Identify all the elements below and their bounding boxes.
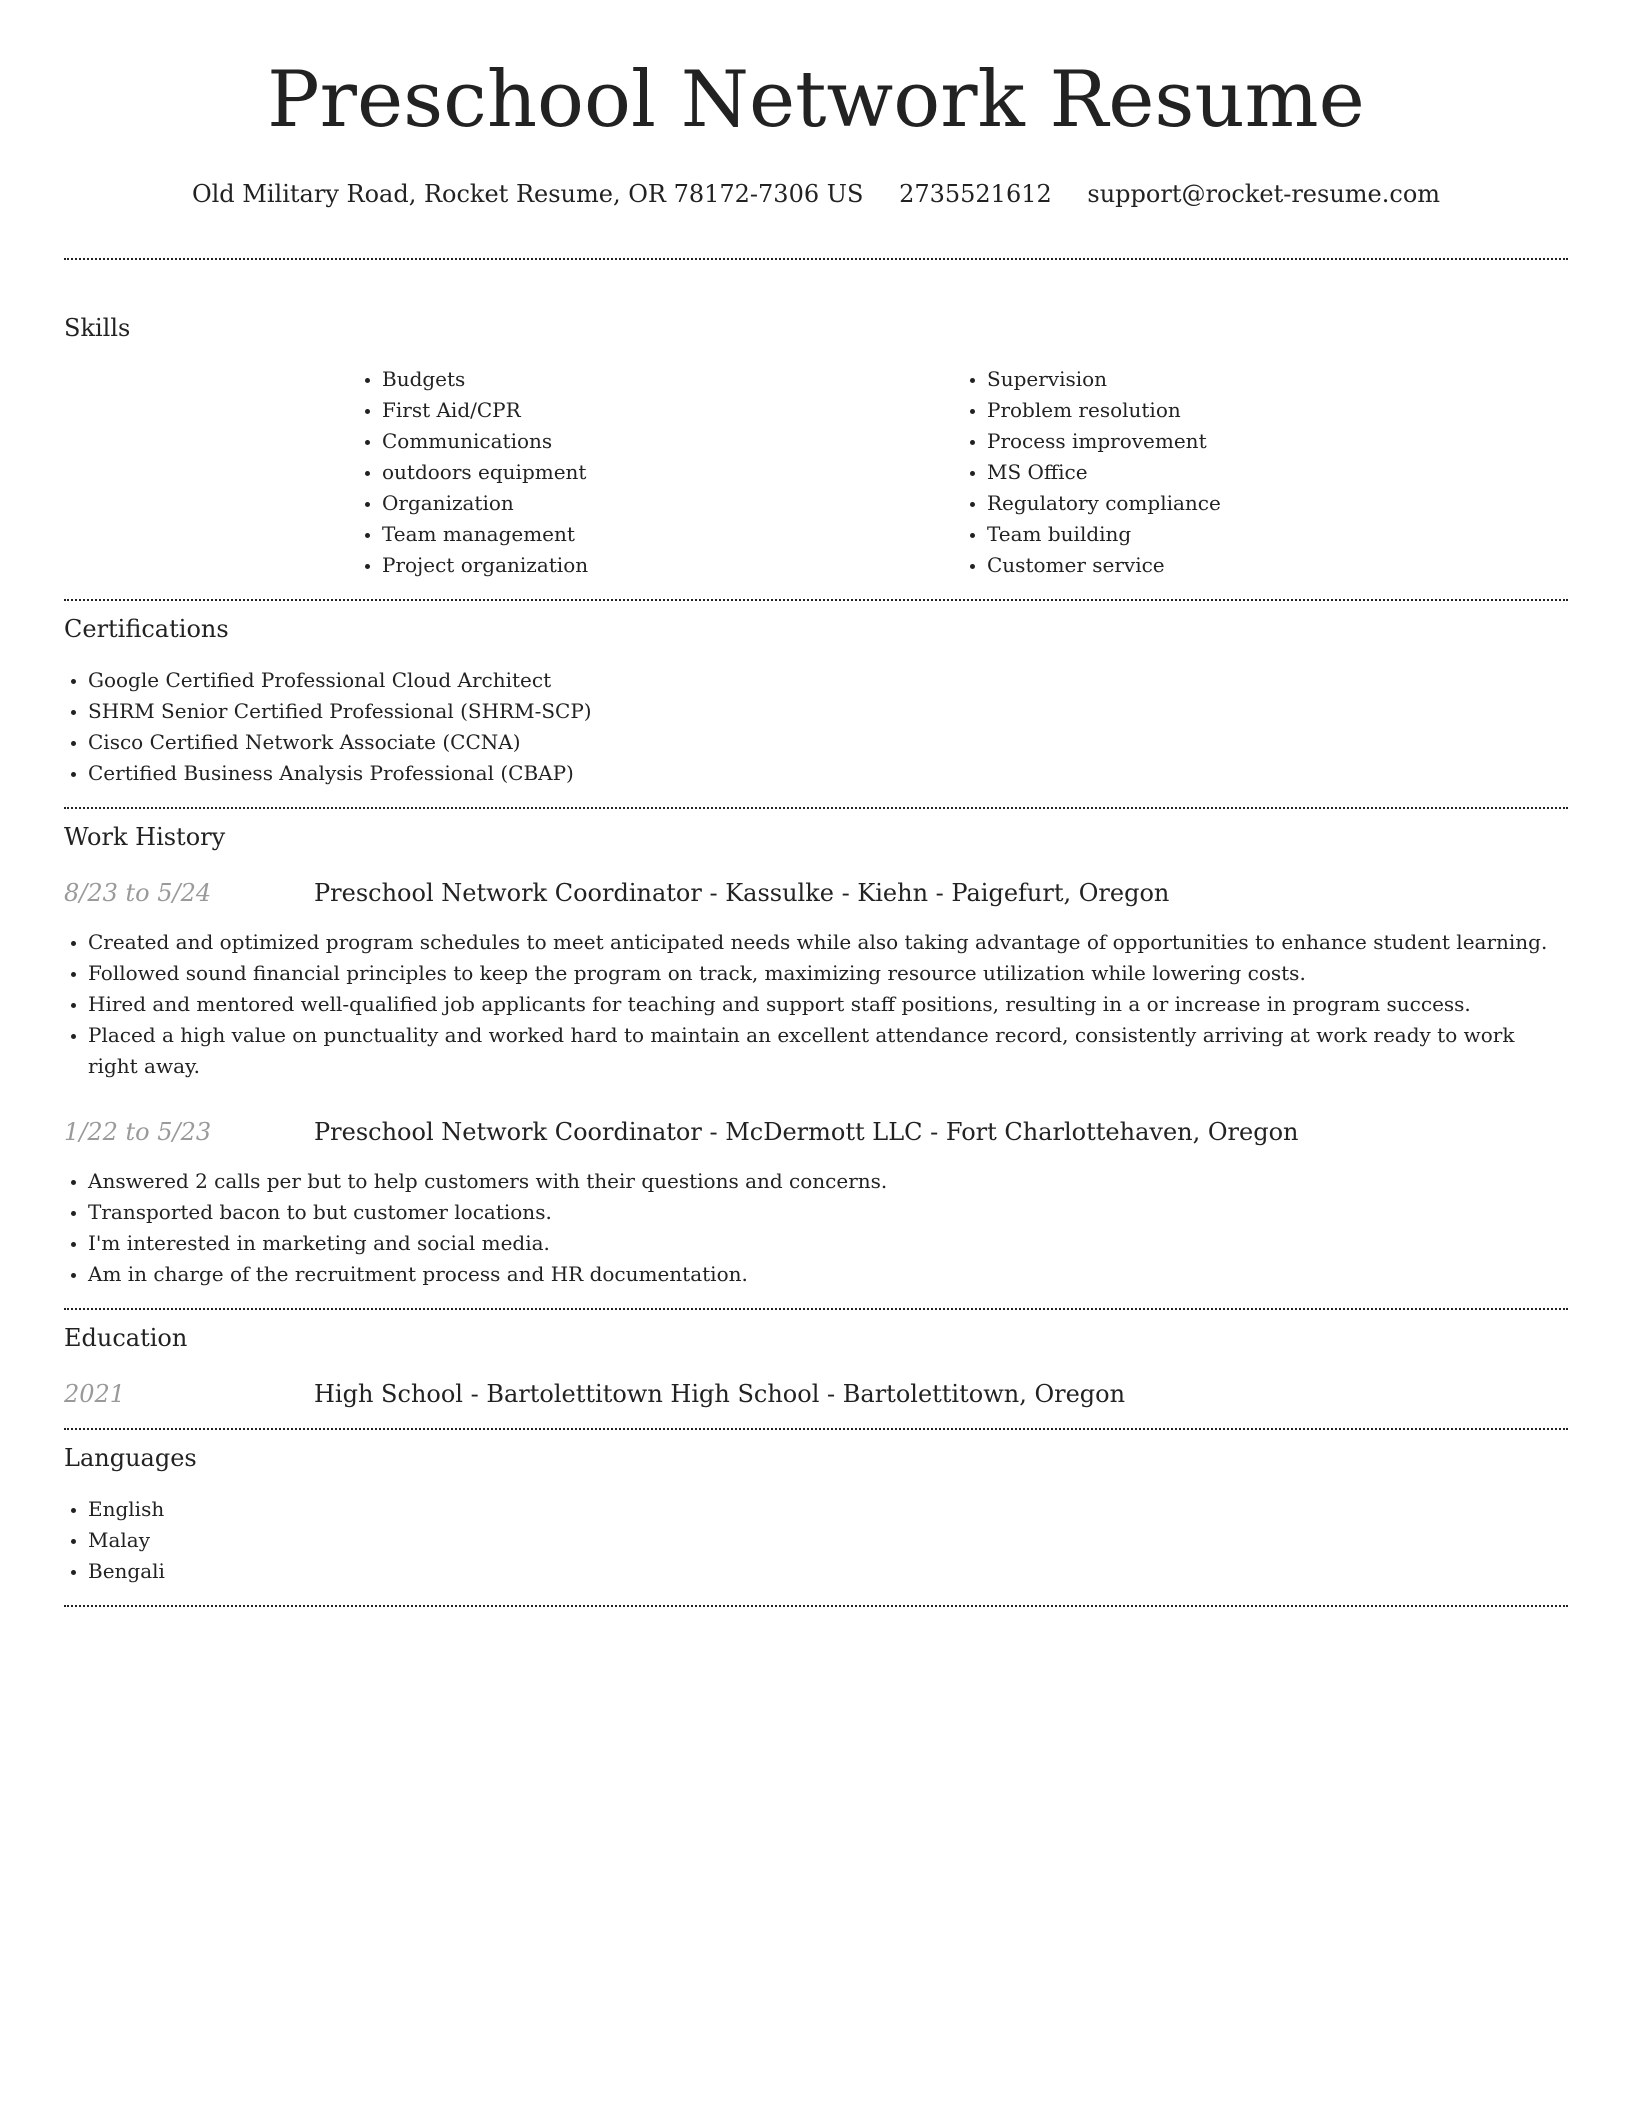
- skills-columns: [358, 364, 1568, 581]
- skill-item: • Process improvement: [987, 426, 1568, 457]
- job-bullet: • Am in charge of the recruitment process and HR documentation.: [88, 1259, 1568, 1290]
- language-item: • English: [88, 1494, 1568, 1525]
- certification-item: • Certified Business Analysis Professional (CBAP): [88, 758, 1568, 789]
- job-entry: [64, 877, 1568, 909]
- job-entry: [64, 1116, 1568, 1148]
- education-section: [64, 1310, 1568, 1410]
- job-heading: Preschool Network Coordinator - McDermott LLC - Fort Charlottehaven, Oregon: [314, 1118, 1299, 1146]
- work-history-section: [64, 809, 1568, 1290]
- languages-section: [64, 1430, 1568, 1587]
- section-title-certifications: Certifications: [64, 615, 229, 643]
- divider: [64, 1605, 1568, 1607]
- skills-list-left: [358, 364, 963, 581]
- skill-item: • Team building: [987, 519, 1568, 550]
- skill-item: • Project organization: [382, 550, 963, 581]
- skill-item: • outdoors equipment: [382, 457, 963, 488]
- education-date: 2021: [64, 1380, 126, 1408]
- section-title-work-history: Work History: [64, 823, 226, 851]
- email: support@rocket-resume.com: [1087, 180, 1441, 208]
- education-entry: [64, 1378, 1568, 1410]
- language-item: • Malay: [88, 1525, 1568, 1556]
- job-heading: Preschool Network Coordinator - Kassulke - Kiehn - Paigefurt, Oregon: [314, 879, 1170, 907]
- job-dates: 1/22 to 5/23: [64, 1118, 212, 1146]
- certification-item: • SHRM Senior Certified Professional (SHRM-SCP): [88, 696, 1568, 727]
- resume-page: [64, 0, 1568, 1607]
- skill-item: • Budgets: [382, 364, 963, 395]
- skill-item: • Organization: [382, 488, 963, 519]
- job-bullet: • Hired and mentored well-qualified job applicants for teaching and support staff positions, resulting in a or increase in program success.: [88, 989, 1568, 1020]
- job-bullets: [64, 1166, 1568, 1290]
- section-title-skills: Skills: [64, 314, 131, 342]
- certification-item: • Cisco Certified Network Associate (CCNA): [88, 727, 1568, 758]
- job-bullet: • Transported bacon to but customer locations.: [88, 1197, 1568, 1228]
- contact-line: [64, 178, 1568, 210]
- job-bullet: • Placed a high value on punctuality and worked hard to maintain an excellent attendance record, consistently arriving at work ready to work right away.: [88, 1020, 1568, 1082]
- skill-item: • Communications: [382, 426, 963, 457]
- job-bullet: • I'm interested in marketing and social media.: [88, 1228, 1568, 1259]
- language-item: • Bengali: [88, 1556, 1568, 1587]
- education-heading: High School - Bartolettitown High School - Bartolettitown, Oregon: [314, 1380, 1126, 1408]
- job-dates: 8/23 to 5/24: [64, 879, 212, 907]
- languages-list: [64, 1494, 1568, 1587]
- section-title-education: Education: [64, 1324, 188, 1352]
- skill-item: • Supervision: [987, 364, 1568, 395]
- certification-item: • Google Certified Professional Cloud Architect: [88, 665, 1568, 696]
- job-bullet: • Followed sound financial principles to keep the program on track, maximizing resource utilization while lowering costs.: [88, 958, 1568, 989]
- skill-item: • Regulatory compliance: [987, 488, 1568, 519]
- skill-item: • MS Office: [987, 457, 1568, 488]
- section-title-languages: Languages: [64, 1444, 197, 1472]
- phone: 2735521612: [899, 180, 1052, 208]
- job-bullets: [64, 927, 1568, 1082]
- certifications-list: [64, 665, 1568, 789]
- skill-item: • Problem resolution: [987, 395, 1568, 426]
- skills-section: [64, 260, 1568, 581]
- address: Old Military Road, Rocket Resume, OR 78172-7306 US: [191, 180, 864, 208]
- certifications-section: [64, 601, 1568, 789]
- skill-item: • Team management: [382, 519, 963, 550]
- resume-title: Preschool Network Resume: [267, 55, 1365, 145]
- skills-list-right: [963, 364, 1568, 581]
- skill-item: • First Aid/CPR: [382, 395, 963, 426]
- skill-item: • Customer service: [987, 550, 1568, 581]
- job-bullet: • Created and optimized program schedules to meet anticipated needs while also taking advantage of opportunities to enhance student learning.: [88, 927, 1568, 958]
- job-bullet: • Answered 2 calls per but to help customers with their questions and concerns.: [88, 1166, 1568, 1197]
